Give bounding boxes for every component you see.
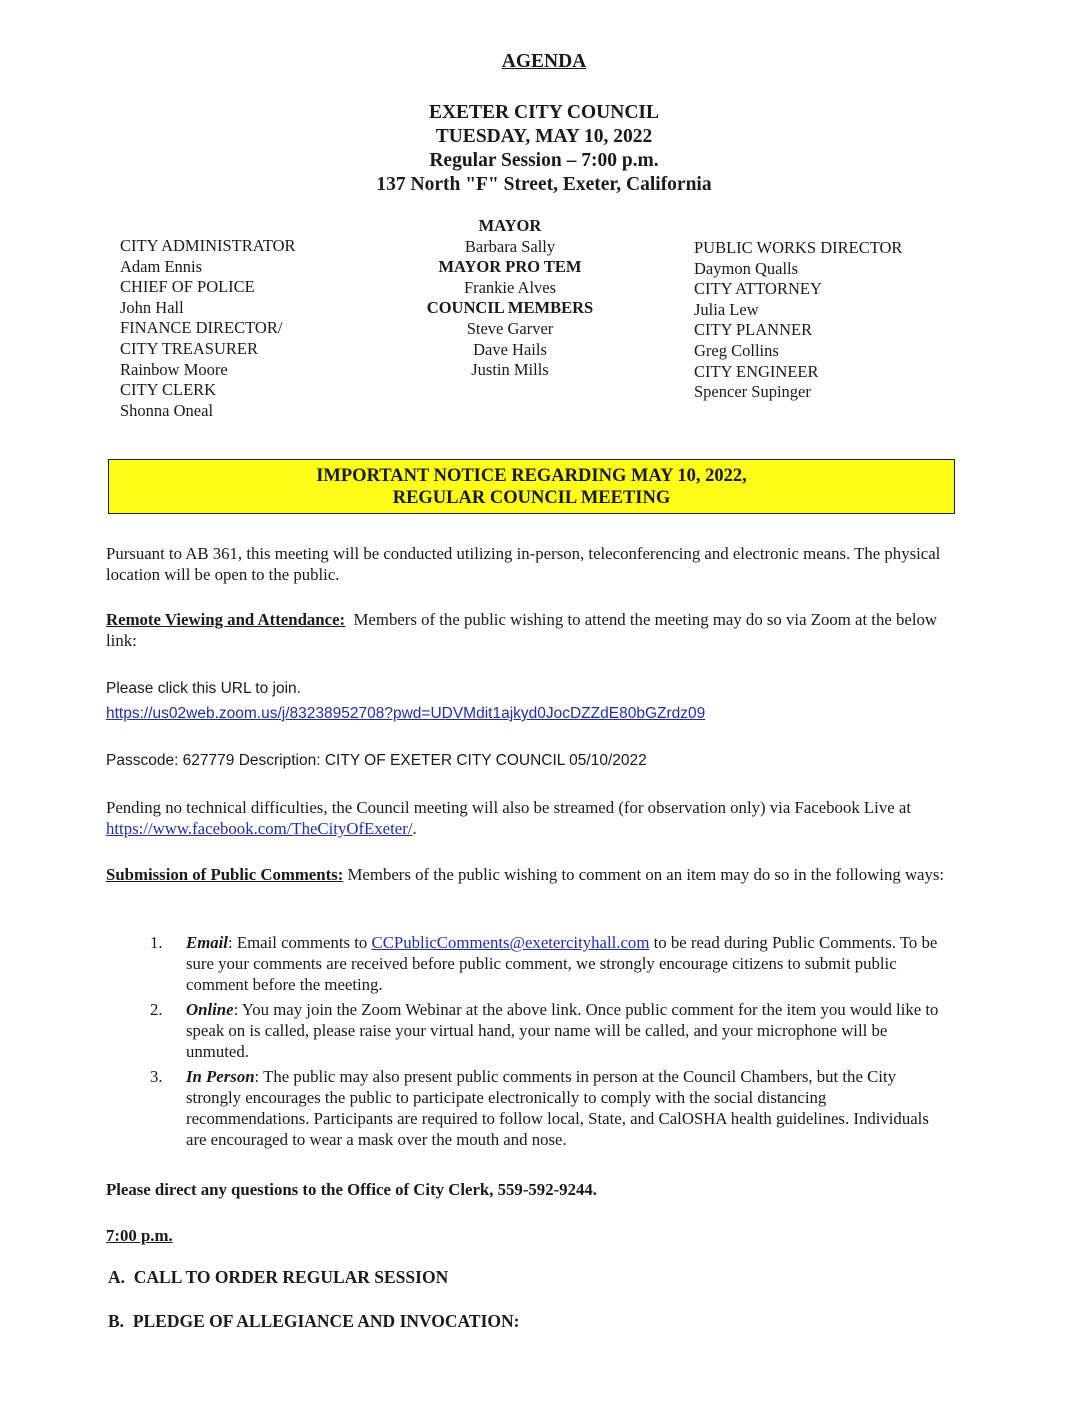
list-number: 3. <box>150 1067 163 1086</box>
council-column <box>380 216 640 381</box>
session-time: Regular Session – 7:00 p.m. <box>429 150 659 171</box>
intro-paragraph: Pursuant to AB 361, this meeting will be conducted utilizing in-person, teleconferencing and electronic means. The physical location will be open to the public. <box>106 544 941 584</box>
comments-heading: Submission of Public Comments: <box>106 865 344 884</box>
notice-line-2: REGULAR COUNCIL MEETING <box>392 488 671 508</box>
zoom-link[interactable]: https://us02web.zoom.us/j/83238952708?pwd=UDVMdit1ajkyd0JocDZZdE80bGZrdz09 <box>106 705 706 722</box>
staff-left-line: Rainbow Moore <box>120 359 228 379</box>
staff-left-line: CITY TREASURER <box>120 338 258 358</box>
member-name: Steve Garver <box>466 318 554 338</box>
members-title: COUNCIL MEMBERS <box>426 298 594 318</box>
staff-right-line: CITY ENGINEER <box>694 361 819 381</box>
section-letter: B. <box>108 1311 125 1331</box>
section-a <box>108 1267 448 1288</box>
method-text: : The public may also present public comments in person at the Council Chambers, but the City strongly encourages the public to participate electronically to comply with the social distancing recommendations. Participants are required to follow local, State, and CalOSHA health guidelines. Individuals are encouraged to wear a mask over the mouth and nose. <box>186 1067 929 1149</box>
staff-left-line: CITY CLERK <box>120 380 217 400</box>
staff-left-line: John Hall <box>120 297 184 317</box>
pro-tem-name: Frankie Alves <box>463 277 557 297</box>
method-label: In Person <box>186 1067 255 1086</box>
important-notice-box <box>108 459 955 514</box>
mayor-title: MAYOR <box>478 216 542 235</box>
staff-left-line: CITY ADMINISTRATOR <box>120 236 296 255</box>
list-number: 1. <box>150 933 163 952</box>
section-title: CALL TO ORDER REGULAR SESSION <box>133 1267 449 1287</box>
meeting-address: 137 North "F" Street, Exeter, California <box>376 174 712 195</box>
member-name: Dave Hails <box>473 339 547 359</box>
facebook-text: Pending no technical difficulties, the Council meeting will also be streamed (for observation only) via Facebook Live at <box>106 798 911 817</box>
method-text: : Email comments to <box>227 933 372 952</box>
agenda-time: 7:00 p.m. <box>106 1226 173 1245</box>
questions-line: Please direct any questions to the Office of City Clerk, 559-592-9244. <box>106 1180 597 1199</box>
zoom-click-text: Please click this URL to join. <box>106 680 301 697</box>
method-label: Online <box>186 1000 234 1019</box>
section-letter: A. <box>108 1267 126 1287</box>
member-name: Justin Mills <box>471 360 549 380</box>
remote-text: Members of the public wishing to attend the meeting may do so via Zoom at the below link: <box>106 610 938 650</box>
comments-paragraph <box>106 864 956 885</box>
staff-left-column <box>120 236 296 421</box>
staff-right-line: Greg Collins <box>694 340 779 360</box>
staff-right-line: CITY PLANNER <box>694 320 813 340</box>
mayor-name: Barbara Sally <box>464 236 556 256</box>
agenda-title: AGENDA <box>501 51 587 72</box>
staff-right-line: Julia Lew <box>694 299 759 319</box>
staff-right-column <box>694 238 902 403</box>
list-number: 2. <box>150 1000 163 1019</box>
staff-right-line: CITY ATTORNEY <box>694 279 822 299</box>
staff-right-line: Spencer Supinger <box>694 382 811 402</box>
council-name: EXETER CITY COUNCIL <box>428 102 660 123</box>
staff-left-line: Adam Ennis <box>120 256 203 276</box>
staff-left-line: Shonna Oneal <box>120 400 214 420</box>
remote-heading: Remote Viewing and Attendance: <box>106 610 346 629</box>
section-b <box>108 1311 519 1332</box>
facebook-paragraph <box>106 797 956 839</box>
notice-line-1: IMPORTANT NOTICE REGARDING MAY 10, 2022, <box>316 466 747 486</box>
staff-left-line: CHIEF OF POLICE <box>120 277 255 297</box>
facebook-end: . <box>412 819 417 838</box>
method-text: : You may join the Zoom Webinar at the above link. Once public comment for the item you would like to speak on is called, please raise your virtual hand, your name will be called, and your microphone will be unmuted. <box>186 1000 939 1061</box>
method-label: Email <box>186 933 228 952</box>
zoom-link-line <box>106 703 956 724</box>
method-text-end: to be read during Public Comments. To be sure your comments are received before public comment, we strongly encourage citizens to submit public comment before the meeting. <box>186 933 938 994</box>
staff-left-line: FINANCE DIRECTOR/ <box>120 318 283 338</box>
staff-right-line: PUBLIC WORKS DIRECTOR <box>694 238 903 257</box>
staff-right-line: Daymon Qualls <box>694 258 799 278</box>
section-title: PLEDGE OF ALLEGIANCE AND INVOCATION: <box>132 1311 520 1331</box>
comments-text: Members of the public wishing to comment on an item may do so in the following ways: <box>347 865 945 884</box>
passcode-text: Passcode: 627779 Description: CITY OF EXETER CITY COUNCIL 05/10/2022 <box>106 752 647 769</box>
facebook-link[interactable]: https://www.facebook.com/TheCityOfExeter/ <box>106 819 413 838</box>
email-link[interactable]: CCPublicComments@exetercityhall.com <box>371 933 650 952</box>
pro-tem-title: MAYOR PRO TEM <box>438 257 582 277</box>
meeting-date: TUESDAY, MAY 10, 2022 <box>435 126 653 147</box>
remote-paragraph <box>106 609 956 651</box>
